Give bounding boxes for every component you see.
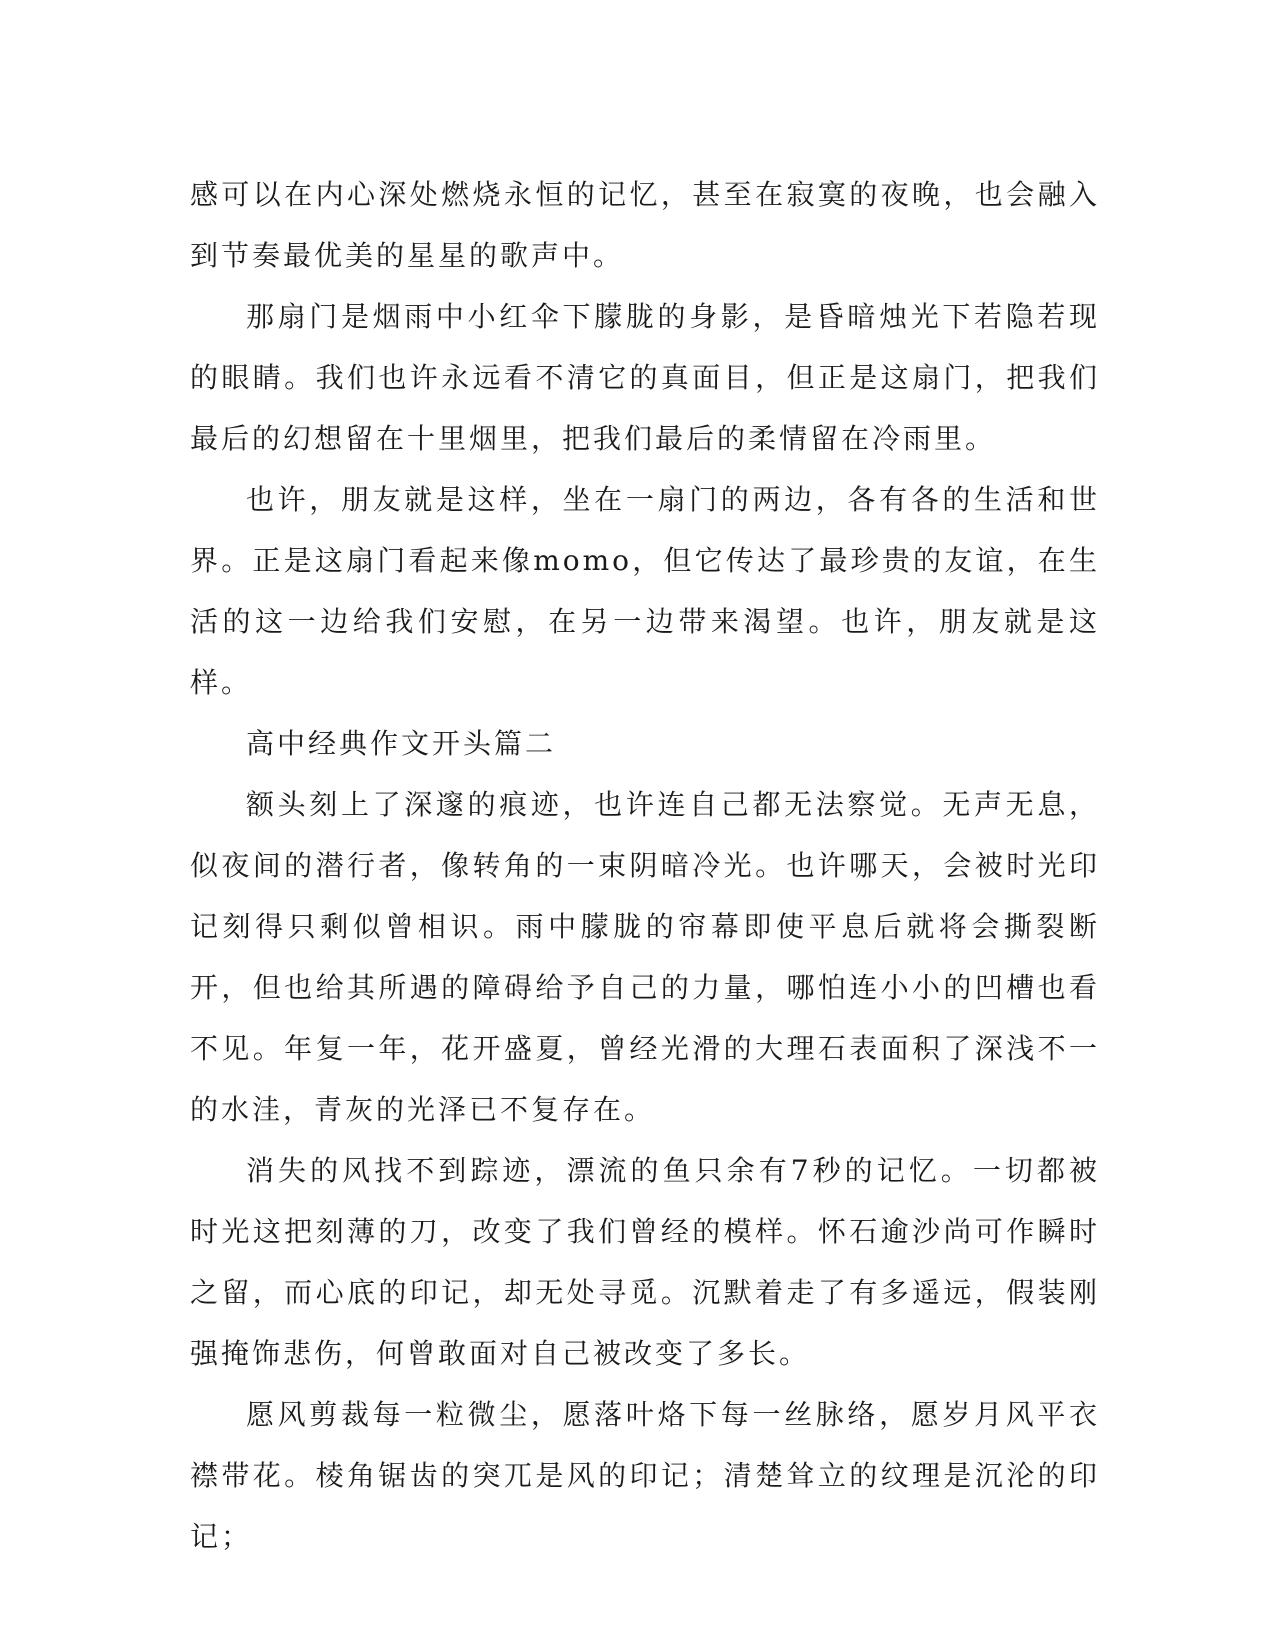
paragraph: 也许，朋友就是这样，坐在一扇门的两边，各有各的生活和世界。正是这扇门看起来像momo，但它传达了最珍贵的友谊，在生活的这一边给我们安慰，在另一边带来渴望。也许，朋友就是这样。 (190, 483, 1100, 699)
paragraph: 额头刻上了深邃的痕迹，也许连自己都无法察觉。无声无息，似夜间的潜行者，像转角的一束阴暗冷光。也许哪天，会被时光印记刻得只剩似曾相识。雨中朦胧的帘幕即使平息后就将会撕裂断开，但也给其所遇的障碍给予自己的力量，哪怕连小小的凹槽也看不见。年复一年，花开盛夏，曾经光滑的大理石表面积了深浅不一的水洼，青灰的光泽已不复存在。 (190, 788, 1100, 1126)
paragraph: 愿风剪裁每一粒微尘，愿落叶烙下每一丝脉络，愿岁月风平衣襟带花。棱角锯齿的突兀是风的印记；清楚耸立的纹理是沉沦的印记； (190, 1398, 1100, 1553)
section-heading: 高中经典作文开头篇二 (246, 727, 557, 760)
document-body (190, 164, 1100, 1567)
paragraph: 感可以在内心深处燃烧永恒的记忆，甚至在寂寞的夜晚，也会融入到节奏最优美的星星的歌声中。 (190, 178, 1100, 272)
paragraph: 消失的风找不到踪迹，漂流的鱼只余有7秒的记忆。一切都被时光这把刻薄的刀，改变了我们曾经的模样。怀石逾沙尚可作瞬时之留，而心底的印记，却无处寻觅。沉默着走了有多遥远，假装刚强掩饰悲伤，何曾敢面对自己被改变了多长。 (190, 1154, 1100, 1370)
paragraph: 那扇门是烟雨中小红伞下朦胧的身影，是昏暗烛光下若隐若现的眼睛。我们也许永远看不清它的真面目，但正是这扇门，把我们最后的幻想留在十里烟里，把我们最后的柔情留在冷雨里。 (190, 300, 1100, 455)
